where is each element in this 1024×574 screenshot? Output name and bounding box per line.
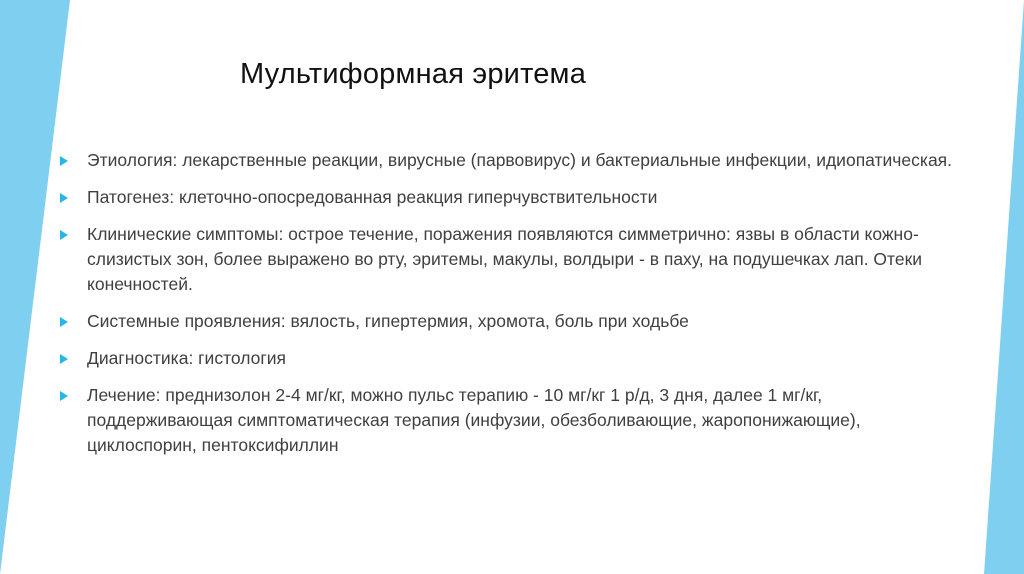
bullet-list (57, 148, 957, 470)
bullet-item-diagnostics (57, 346, 957, 371)
triangle-bullet-icon (60, 354, 68, 364)
bullet-item-clinical-symptoms (57, 222, 957, 297)
bullet-text: Системные проявления: вялость, гипертермия, хромота, боль при ходьбе (87, 311, 689, 331)
bullet-text: Лечение: преднизолон 2-4 мг/кг, можно пульс терапию - 10 мг/кг 1 р/д, 3 дня, далее 1 мг/кг, поддерживающая симптоматическая терапия (инфузии, обезболивающие, жаропонижающие), циклоспорин, пентоксифиллин (87, 385, 861, 455)
triangle-bullet-icon (60, 230, 68, 240)
bullet-item-treatment (57, 383, 957, 458)
bullet-text: Клинические симптомы: острое течение, поражения появляются симметрично: язвы в области кожно-слизистых зон, более выражено во рту, эритемы, макулы, волдыри - в паху, на подушечках лап. Отеки конечностей. (87, 224, 923, 294)
bullet-item-pathogenesis (57, 185, 957, 210)
slide-title: Мультиформная эритема (240, 58, 587, 90)
bullet-text: Патогенез: клеточно-опосредованная реакция гиперчувствительности (87, 187, 658, 207)
decorative-stripe-right (984, 0, 1024, 574)
triangle-bullet-icon (60, 391, 68, 401)
bullet-text: Этиология: лекарственные реакции, вирусные (парвовирус) и бактериальные инфекции, идиопатическая. (87, 150, 953, 170)
bullet-item-etiology (57, 148, 957, 173)
bullet-text: Диагностика: гистология (87, 348, 287, 368)
triangle-bullet-icon (60, 193, 68, 203)
triangle-bullet-icon (60, 156, 68, 166)
bullet-item-systemic-signs (57, 309, 957, 334)
triangle-bullet-icon (60, 317, 68, 327)
